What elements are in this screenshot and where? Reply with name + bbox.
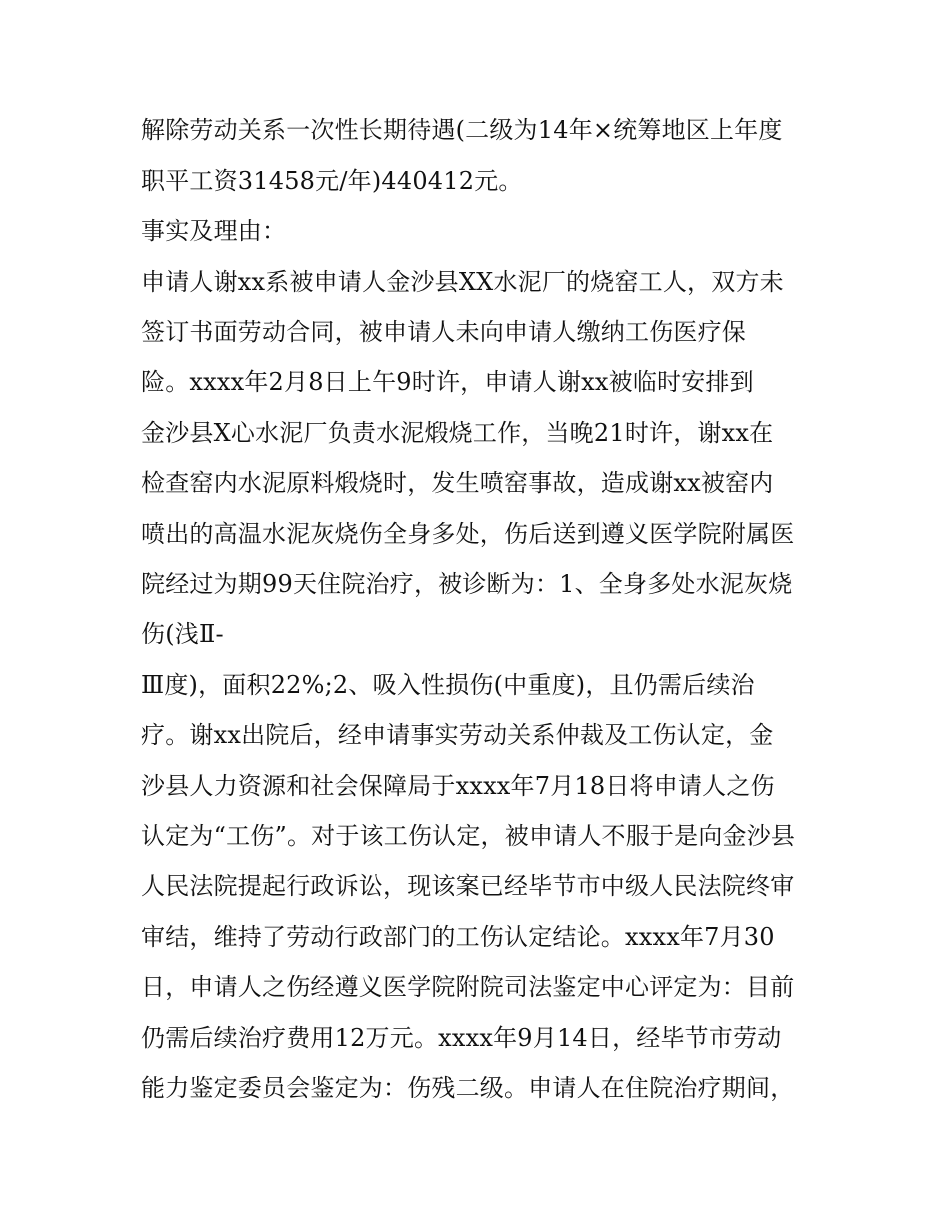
text-line-18: 日，申请人之伤经遵义医学院附院司法鉴定中心评定为：目前: [141, 973, 795, 1001]
text-line-5: 签订书面劳动合同，被申请人未向申请人缴纳工伤医疗保: [141, 318, 746, 346]
text-line-15: 认定为“工伤”。对于该工伤认定，被申请人不服于是向金沙县: [141, 822, 796, 850]
text-line-14: 沙县人力资源和社会保障局于xxxx年7月18日将申请人之伤: [141, 772, 775, 800]
section-heading: 事实及理由：: [141, 217, 287, 245]
text-line-1: 解除劳动关系一次性长期待遇(二级为14年×统筹地区上年度: [141, 116, 783, 144]
text-line-12: Ⅲ度)，面积22%;2、吸入性损伤(中重度)，且仍需后续治: [141, 671, 755, 699]
text-line-4: 申请人谢xx系被申请人金沙县XX水泥厂的烧窑工人，双方未: [141, 268, 784, 296]
text-line-17: 审结，维持了劳动行政部门的工伤认定结论。xxxx年7月30: [141, 923, 775, 951]
text-line-9: 喷出的高温水泥灰烧伤全身多处，伤后送到遵义医学院附属医: [141, 520, 795, 548]
text-line-13: 疗。谢xx出院后，经申请事实劳动关系仲裁及工伤认定，金: [141, 721, 774, 749]
text-line-6: 险。xxxx年2月8日上午9时许，申请人谢xx被临时安排到: [141, 368, 754, 396]
text-line-2: 职平工资31458元/年)440412元。: [141, 167, 523, 195]
text-line-10: 院经过为期99天住院治疗，被诊断为：1、全身多处水泥灰烧: [141, 570, 793, 598]
text-line-7: 金沙县X心水泥厂负责水泥煅烧工作，当晚21时许，谢xx在: [141, 419, 774, 447]
text-line-8: 检查窑内水泥原料煅烧时，发生喷窑事故，造成谢xx被窑内: [141, 469, 774, 497]
text-line-16: 人民法院提起行政诉讼，现该案已经毕节市中级人民法院终审: [141, 872, 795, 900]
text-line-19: 仍需后续治疗费用12万元。xxxx年9月14日，经毕节市劳动: [141, 1024, 782, 1052]
text-line-20: 能力鉴定委员会鉴定为：伤残二级。申请人在住院治疗期间，: [141, 1074, 795, 1102]
text-line-11: 伤(浅Ⅱ-: [141, 620, 224, 648]
